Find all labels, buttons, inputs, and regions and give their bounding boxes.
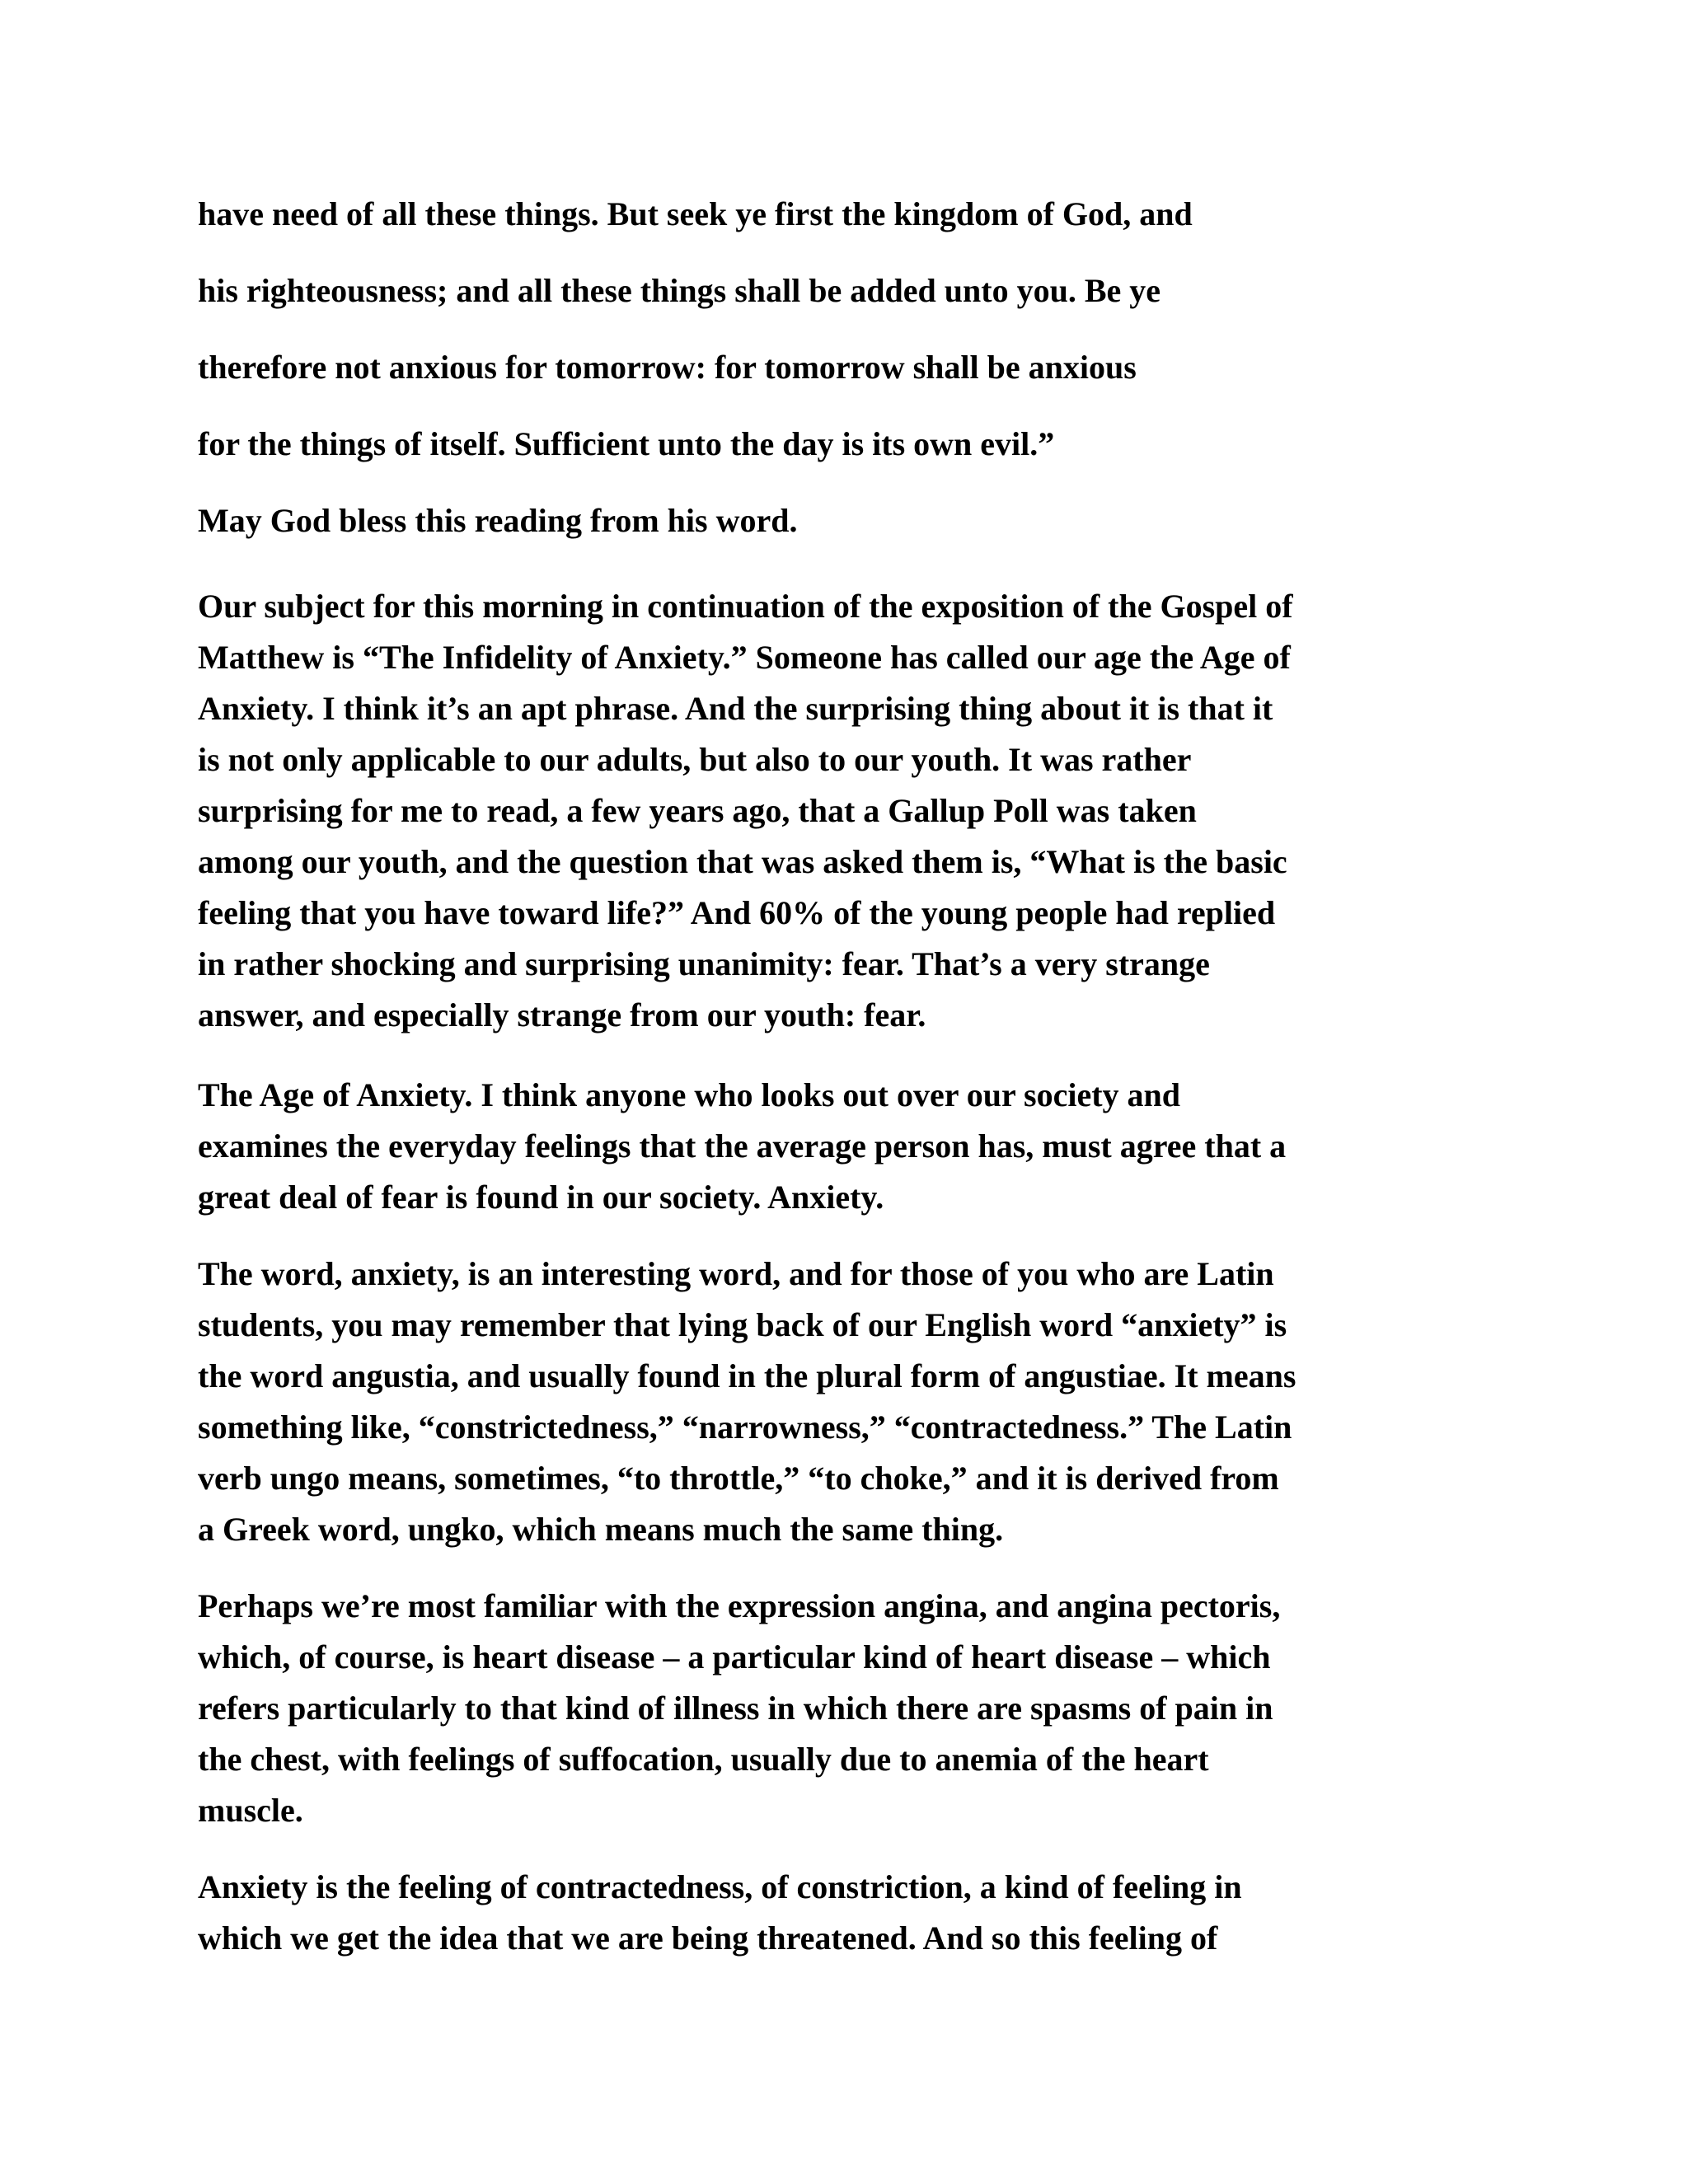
- paragraph-line: which we get the idea that we are being threatened. And so this feeling of: [198, 1919, 1218, 1957]
- paragraph-line: Anxiety. I think it’s an apt phrase. And the surprising thing about it is that it: [198, 690, 1273, 727]
- paragraph-line: surprising for me to read, a few years ago, that a Gallup Poll was taken: [198, 792, 1197, 829]
- quote-line: his righteousness; and all these things shall be added unto you. Be ye: [198, 272, 1161, 309]
- paragraph-line: examines the everyday feelings that the average person has, must agree that a: [198, 1127, 1287, 1165]
- paragraph-line: muscle.: [198, 1792, 303, 1829]
- paragraph-line: The word, anxiety, is an interesting word, and for those of you who are Latin: [198, 1255, 1274, 1292]
- paragraph-line: among our youth, and the question that was asked them is, “What is the basic: [198, 843, 1287, 880]
- paragraph-line: refers particularly to that kind of illness in which there are spasms of pain in: [198, 1690, 1273, 1727]
- paragraph-introduction: [198, 581, 1517, 1041]
- paragraph-line: something like, “constrictedness,” “narrowness,” “contractedness.” The Latin: [198, 1408, 1292, 1446]
- paragraph-line: the word angustia, and usually found in the plural form of angustiae. It means: [198, 1357, 1296, 1394]
- quote-line: for the things of itself. Sufficient unto the day is its own evil.”: [198, 425, 1055, 462]
- paragraph-line: verb ungo means, sometimes, “to throttle,” “to choke,” and it is derived from: [198, 1460, 1279, 1497]
- quote-line: therefore not anxious for tomorrow: for tomorrow shall be anxious: [198, 349, 1137, 386]
- paragraph-line: The Age of Anxiety. I think anyone who looks out over our society and: [198, 1076, 1181, 1113]
- paragraph-constriction: [198, 1862, 1517, 1964]
- paragraph-line: the chest, with feelings of suffocation, usually due to anemia of the heart: [198, 1741, 1209, 1778]
- paragraph-line: answer, and especially strange from our youth: fear.: [198, 996, 926, 1033]
- paragraph-line: Our subject for this morning in continuation of the exposition of the Gospel of: [198, 588, 1293, 625]
- paragraph-line: students, you may remember that lying back of our English word “anxiety” is: [198, 1306, 1287, 1343]
- paragraph-age-of-anxiety: [198, 1070, 1517, 1223]
- paragraph-line: Matthew is “The Infidelity of Anxiety.” Someone has called our age the Age of: [198, 639, 1291, 676]
- paragraph-line: feeling that you have toward life?” And 60% of the young people had replied: [198, 894, 1276, 931]
- paragraph-angina: [198, 1581, 1517, 1836]
- paragraph-line: in rather shocking and surprising unanimity: fear. That’s a very strange: [198, 945, 1210, 982]
- paragraph-line: which, of course, is heart disease – a particular kind of heart disease – which: [198, 1638, 1271, 1675]
- paragraph-line: is not only applicable to our adults, but also to our youth. It was rather: [198, 741, 1192, 778]
- paragraph-line: Anxiety is the feeling of contractedness, of constriction, a kind of feeling in: [198, 1868, 1242, 1905]
- paragraph-word-origin: [198, 1249, 1517, 1555]
- quote-line: have need of all these things. But seek ye first the kingdom of God, and: [198, 195, 1193, 232]
- paragraph-line: great deal of fear is found in our society. Anxiety.: [198, 1179, 884, 1216]
- paragraph-line: Perhaps we’re most familiar with the expression angina, and angina pectoris,: [198, 1587, 1281, 1624]
- blessing-line: May God bless this reading from his word.: [198, 502, 798, 539]
- paragraph-line: a Greek word, ungko, which means much the same thing.: [198, 1511, 1004, 1548]
